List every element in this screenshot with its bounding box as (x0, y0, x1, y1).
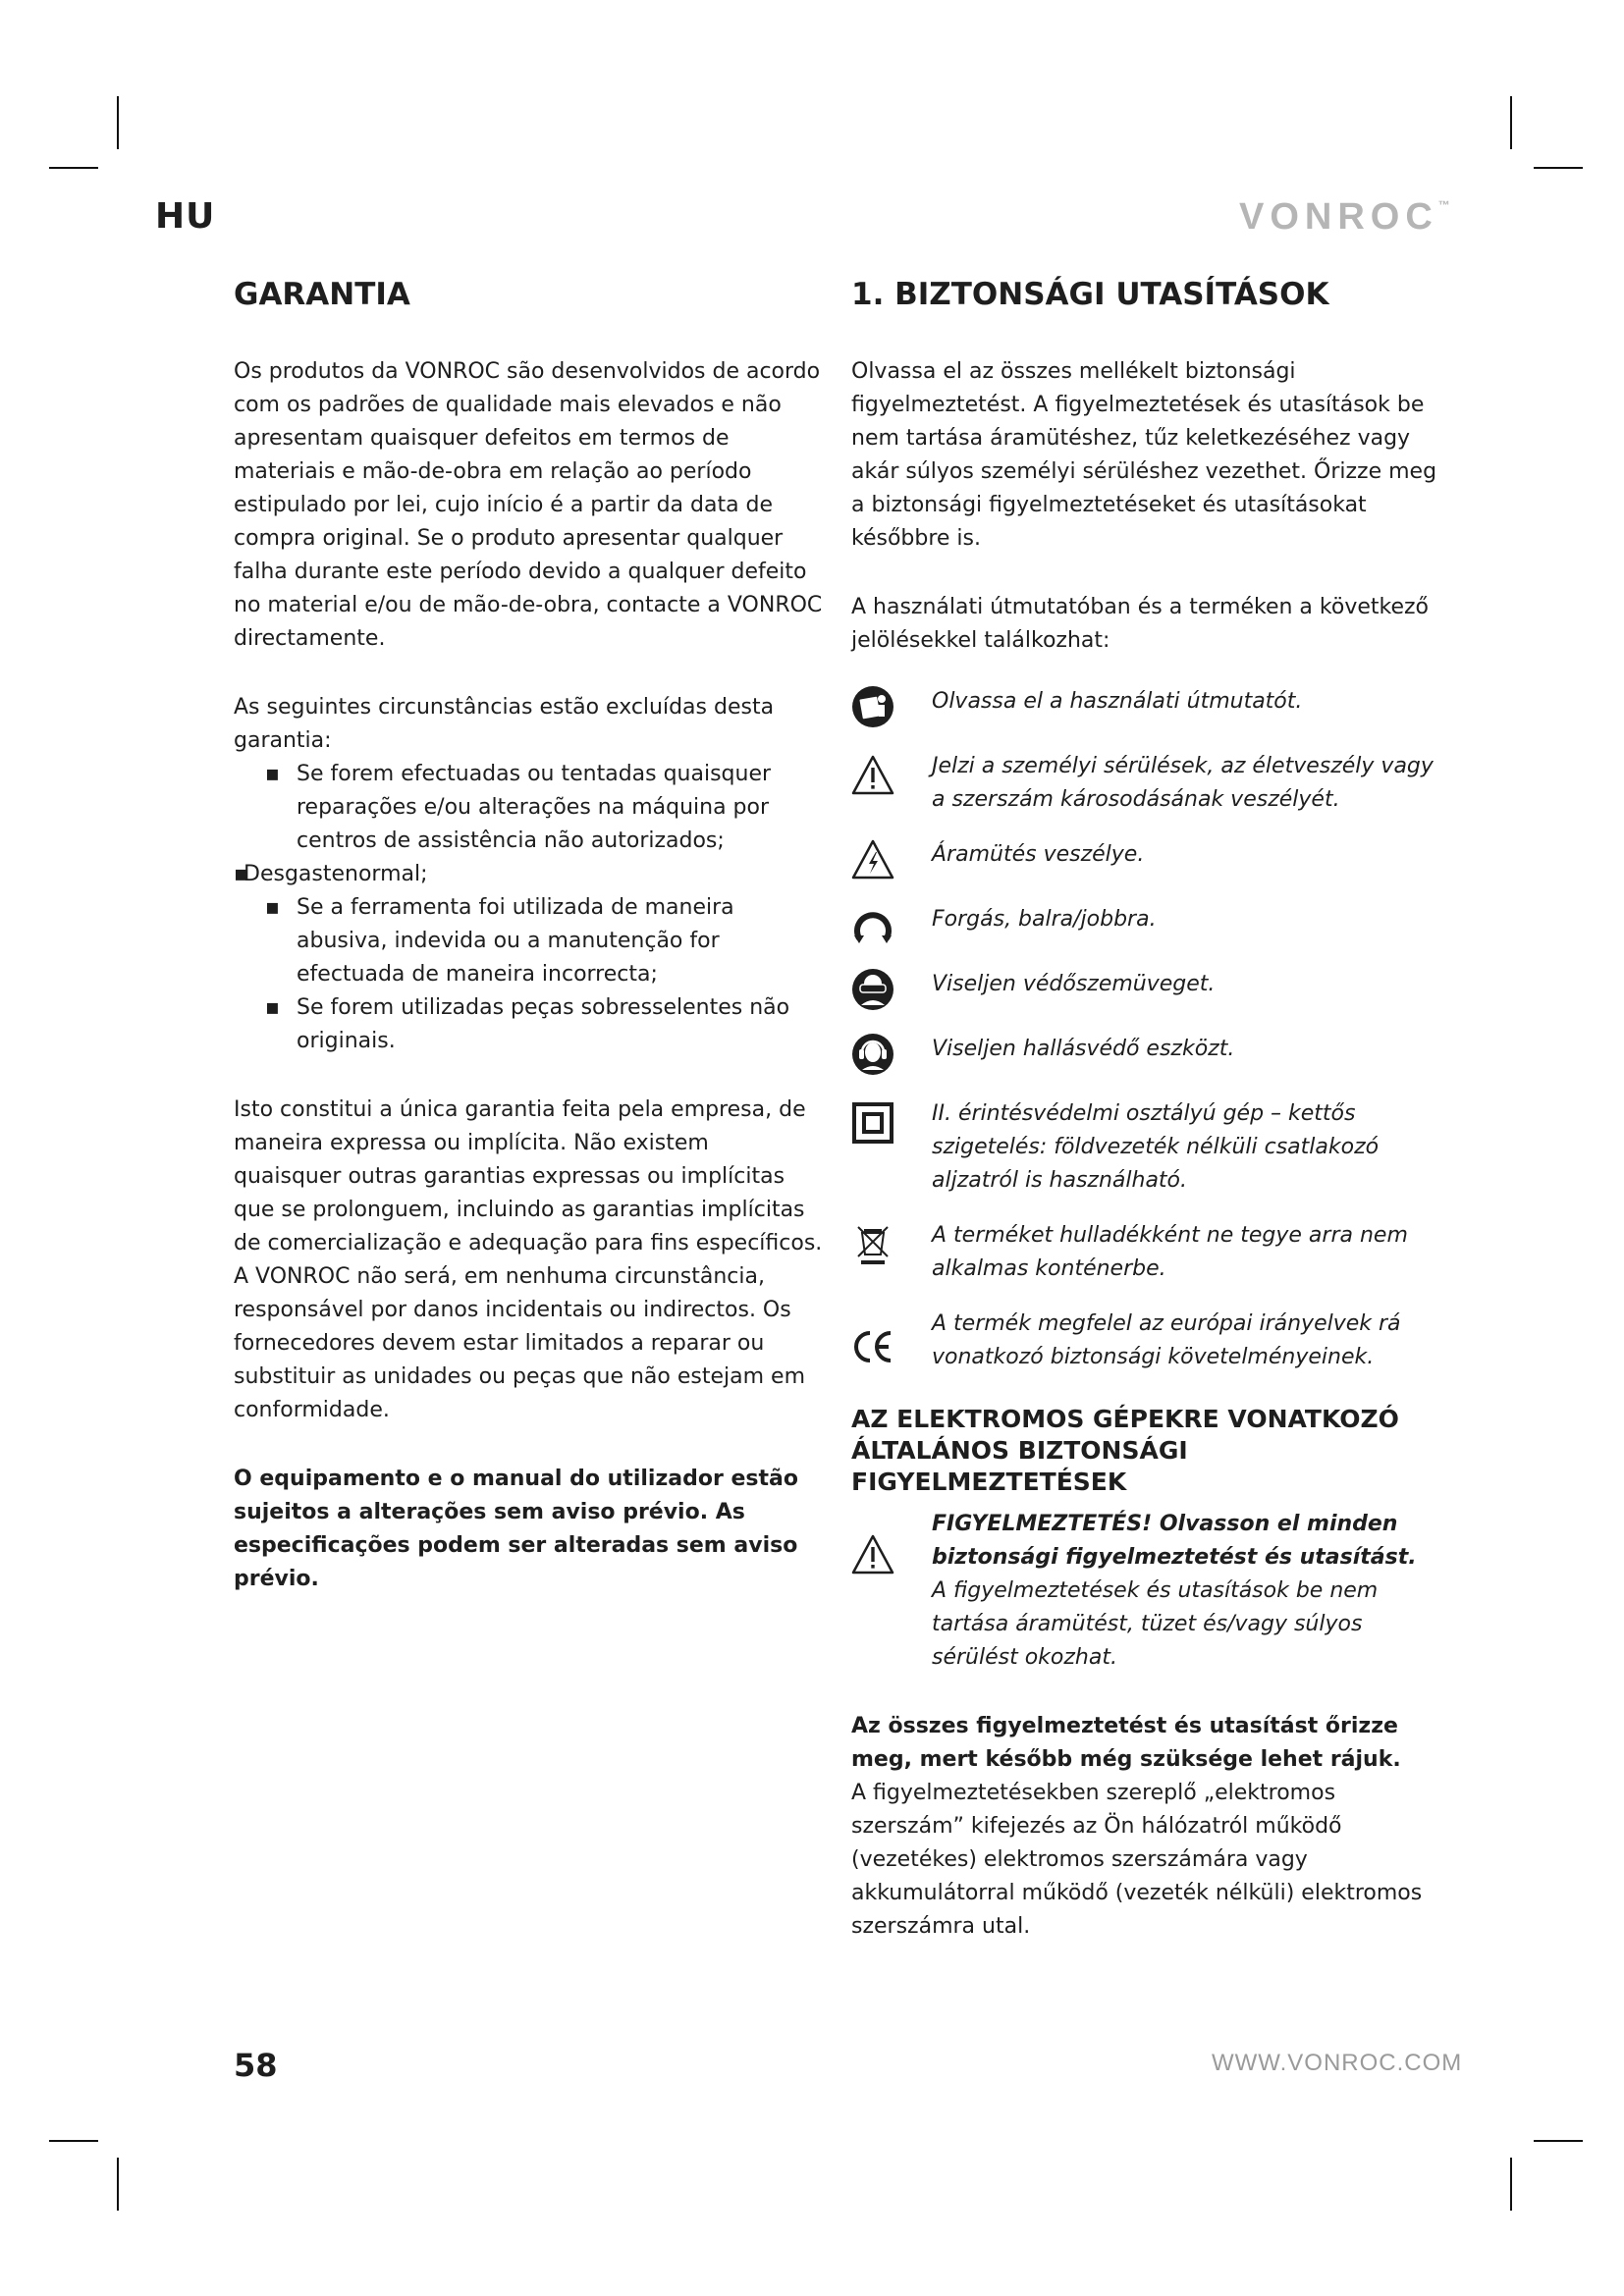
warranty-disclaimer: Isto constitui a única garantia feita pela empresa, de maneira expressa ou implícita. Não existem quaisquer outras garantias expressas ou implícitas que se prolonguem, incluindo as garantias implícitas de comercialização e adequação para fins específicos. A VONROC não será, em nenhuma circunstância, responsável por danos incidentais ou indirectos. Os fornecedores devem estar limitados a reparar ou substituir as unidades ou peças que não estejam em conformidade. (234, 1097, 823, 1422)
symbol-text: A terméket hulladékként ne tegye arra nem alkalmas konténerbe. (932, 1223, 1408, 1281)
symbol-text: Forgás, balra/jobbra. (932, 907, 1157, 932)
list-item: ▪ Desgastenormal; (234, 858, 823, 891)
crop-mark (49, 2140, 98, 2142)
general-warnings-title: AZ ELEKTROMOS GÉPEKRE VONATKOZÓ ÁLTALÁNOS BIZTONSÁGI FIGYELMEZTETÉSEK (851, 1405, 1399, 1496)
weee-bin-icon (851, 1223, 894, 1266)
safety-goggles-icon (851, 968, 894, 1011)
keep-instructions: Az összes figyelmeztetést és utasítást őrizze meg, mert később még szüksége lehet rájuk. (851, 1714, 1401, 1772)
warranty-column (234, 277, 823, 1631)
warning-block (851, 1508, 1452, 1675)
safety-column (851, 277, 1452, 1979)
safety-intro: Olvassa el az összes mellékelt biztonsági figyelmeztetést. A figyelmeztetések és utasítások be nem tartása áramütéshez, tűz keletkezéséhez vagy akár súlyos személyi sérüléshez vezethet. Őrizze meg a biztonsági figyelmeztetéseket és utasításokat későbbre is. (851, 359, 1437, 551)
symbol-list (851, 685, 1452, 1374)
symbol-text: Viseljen védőszemüveget. (932, 972, 1216, 996)
symbol-text: Jelzi a személyi sérülések, az életveszély vagy a szerszám károsodásának veszélyét. (932, 754, 1434, 812)
symbol-row (851, 968, 1452, 1011)
manual-icon (851, 685, 894, 728)
safety-title: 1. BIZTONSÁGI UTASÍTÁSOK (851, 277, 1329, 312)
ce-mark-icon (851, 1325, 894, 1368)
symbol-row (851, 838, 1452, 881)
symbol-text: Viseljen hallásvédő eszközt. (932, 1037, 1235, 1061)
symbol-row (851, 685, 1452, 728)
crop-mark (1510, 2158, 1512, 2211)
symbol-row (851, 1308, 1452, 1374)
warranty-title: GARANTIA (234, 277, 410, 312)
symbol-text: A termék megfelel az európai irányelvek rá vonatkozó biztonsági követelményeinek. (932, 1311, 1401, 1369)
crop-mark (1534, 167, 1583, 169)
list-item: ▪ Se a ferramenta foi utilizada de maneira abusiva, indevida ou a manutenção for efectuada de maneira incorrecta; (265, 891, 823, 991)
warning-icon (851, 1533, 894, 1576)
page-number: 58 (234, 2047, 278, 2084)
power-tool-definition: A figyelmeztetésekben szereplő „elektromos szerszám” kifejezés az Ön hálózatról működő (vezetékes) elektromos szerszámára vagy akkumulátorral működő (vezeték nélküli) elektromos szerszámra utal. (851, 1781, 1423, 1939)
symbol-row (851, 1033, 1452, 1076)
symbol-row (851, 750, 1452, 817)
exclusions-list (234, 758, 823, 1058)
language-code: HU (155, 196, 216, 237)
symbol-text: Olvassa el a használati útmutatót. (932, 689, 1303, 714)
warning-heading: FIGYELMEZTETÉS! Olvasson el minden biztonsági figyelmeztetést és utasítást. (932, 1512, 1417, 1570)
crop-mark (49, 167, 98, 169)
crop-mark (117, 96, 119, 149)
warranty-paragraph: Os produtos da VONROC são desenvolvidos de acordo com os padrões de qualidade mais elevados e não apresentam quaisquer defeitos em termos de materiais e mão-de-obra em relação ao período estipulado por lei, cujo início é a partir da data de compra original. Se o produto apresentar qualquer falha durante este período devido a qualquer defeito no material e/ou de mão-de-obra, contacte a VONROC directamente. (234, 359, 823, 651)
website-url: WWW.VONROC.COM (1212, 2050, 1463, 2076)
crop-mark (117, 2158, 119, 2211)
brand-name: VONROC (1239, 196, 1438, 238)
symbol-row (851, 1219, 1452, 1286)
warning-icon (851, 754, 894, 797)
brand-logo (1239, 196, 1450, 239)
crop-mark (1510, 96, 1512, 149)
warning-text (932, 1508, 1452, 1675)
exclusions-intro: As seguintes circunstâncias estão excluídas desta garantia: (234, 695, 775, 753)
crop-mark (1534, 2140, 1583, 2142)
warning-body: A figyelmeztetések és utasítások be nem tartása áramütést, tüzet és/vagy súlyos sérülést okozhat. (932, 1578, 1379, 1670)
symbol-row (851, 903, 1452, 946)
rotation-icon (851, 903, 894, 946)
change-notice: O equipamento e o manual do utilizador estão sujeitos a alterações sem aviso prévio. As especificações podem ser alteradas sem aviso prévio. (234, 1467, 798, 1591)
list-item: ▪ Se forem efectuadas ou tentadas quaisquer reparações e/ou alterações na máquina por centros de assistência não autorizados; (265, 758, 823, 858)
symbol-row (851, 1097, 1452, 1198)
symbol-text: II. érintésvédelmi osztályú gép – kettős szigetelés: földvezeték nélküli csatlakozó aljzatról is használható. (932, 1101, 1380, 1193)
trademark-mark: ™ (1437, 198, 1450, 212)
class-ii-icon (851, 1101, 894, 1145)
electric-shock-icon (851, 838, 894, 881)
symbols-intro: A használati útmutatóban és a terméken a következő jelölésekkel találkozhat: (851, 595, 1429, 653)
symbol-text: Áramütés veszélye. (932, 842, 1145, 867)
list-item: ▪ Se forem utilizadas peças sobresselentes não originais. (265, 991, 823, 1058)
ear-protection-icon (851, 1033, 894, 1076)
